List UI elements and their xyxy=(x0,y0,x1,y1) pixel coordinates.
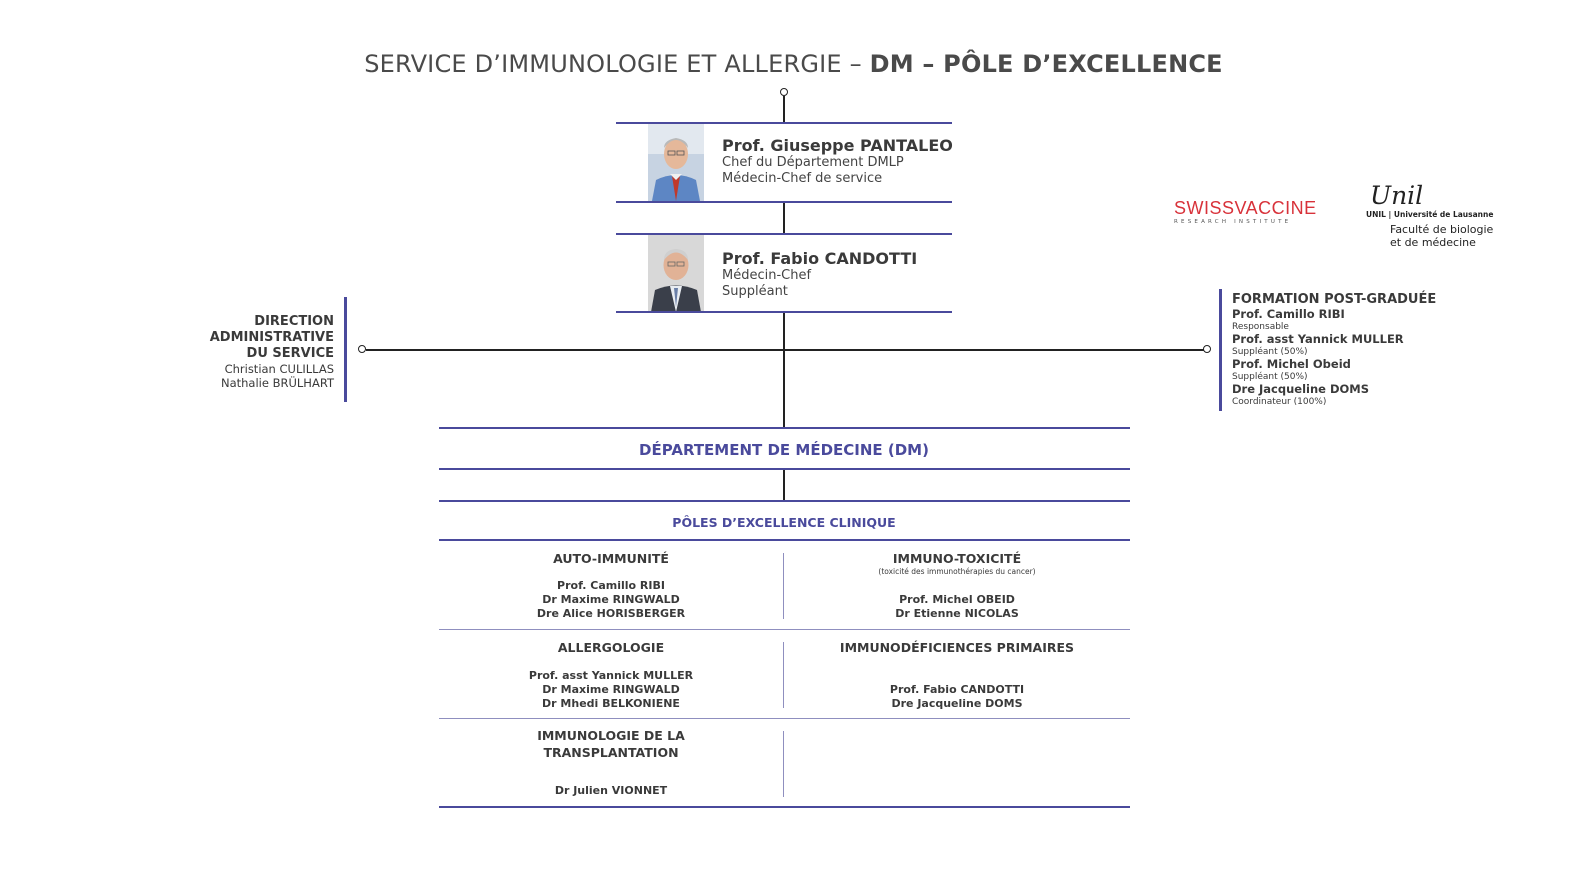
pole-title: IMMUNO-TOXICITÉ xyxy=(892,551,1022,566)
row1-bottom-border xyxy=(439,629,1130,630)
direction-title-2: ADMINISTRATIVE xyxy=(209,330,334,345)
deputy-role-1: Médecin-Chef xyxy=(722,268,812,283)
pole-title: ALLERGOLOGIE xyxy=(557,640,665,655)
deputy-name: Prof. Fabio CANDOTTI xyxy=(722,249,918,268)
formation-accent-bar xyxy=(1219,289,1222,411)
formation-title: FORMATION POST-GRADUÉE xyxy=(1232,292,1437,307)
department-top-border xyxy=(439,427,1130,429)
pole-immuno-toxicite xyxy=(785,550,1129,621)
page-title xyxy=(0,50,1587,78)
title-part-bold: DM – PÔLE D’EXCELLENCE xyxy=(869,50,1223,78)
row1-separator xyxy=(783,553,784,619)
pole-member: Dr Maxime RINGWALD xyxy=(542,683,680,696)
swissvaccine-logo xyxy=(1174,198,1324,226)
main-trunk-line xyxy=(783,313,785,428)
pole-member: Dr Julien VIONNET xyxy=(554,784,668,797)
table-bottom-border xyxy=(439,806,1130,808)
pole-transplantation xyxy=(439,727,783,798)
formation-member-role: Suppléant (50%) xyxy=(1232,372,1308,382)
department-title: DÉPARTEMENT DE MÉDECINE (DM) xyxy=(639,441,929,459)
formation-member-name: Dre Jacqueline DOMS xyxy=(1232,382,1370,396)
pole-member: Prof. Camillo RIBI xyxy=(557,579,665,592)
head-role-2: Médecin-Chef de service xyxy=(722,171,883,186)
pole-allergologie xyxy=(439,639,783,711)
right-branch-node xyxy=(1203,345,1211,353)
direction-block xyxy=(180,314,334,390)
unil-faculty-line-1: Faculté de biologie xyxy=(1390,223,1494,236)
deputy-portrait-icon xyxy=(648,235,704,312)
row3-separator xyxy=(783,731,784,797)
deputy-info xyxy=(722,249,917,300)
direction-accent-bar xyxy=(344,297,347,402)
formation-member-name: Prof. Camillo RIBI xyxy=(1232,307,1345,321)
swissvaccine-subtitle: RESEARCH INSTITUTE xyxy=(1174,219,1292,225)
formation-member-name: Prof. Michel Obeid xyxy=(1232,357,1351,371)
top-connector-node xyxy=(780,88,788,96)
side-branch-line xyxy=(366,349,1204,351)
head-info xyxy=(722,136,953,187)
pole-member: Prof. Michel OBEID xyxy=(899,593,1015,606)
pole-member: Prof. asst Yannick MULLER xyxy=(528,669,694,682)
formation-member-role: Suppléant (50%) xyxy=(1232,347,1308,357)
pole-title-line-1: IMMUNOLOGIE DE LA xyxy=(537,728,685,743)
head-photo xyxy=(648,124,704,201)
poles-title: PÔLES D’EXCELLENCE CLINIQUE xyxy=(672,515,896,530)
direction-title-1: DIRECTION xyxy=(254,314,334,329)
formation-member-name: Prof. asst Yannick MULLER xyxy=(1232,332,1404,346)
unil-name-line: UNIL | Université de Lausanne xyxy=(1366,210,1494,219)
pole-immunodeficiences xyxy=(785,639,1129,711)
head-deputy-connector xyxy=(783,203,785,234)
pole-subtitle: (toxicité des immunothérapies du cancer) xyxy=(878,567,1036,576)
pole-member: Prof. Fabio CANDOTTI xyxy=(889,683,1025,696)
poles-bottom-border xyxy=(439,539,1130,541)
head-name: Prof. Giuseppe PANTALEO xyxy=(722,136,953,155)
pole-member: Dr Etienne NICOLAS xyxy=(895,607,1019,620)
direction-person-1: Christian CULILLAS xyxy=(224,362,334,376)
pole-title: IMMUNODÉFICIENCES PRIMAIRES xyxy=(839,640,1075,655)
pole-member: Dr Maxime RINGWALD xyxy=(542,593,680,606)
row2-separator xyxy=(783,642,784,708)
pole-title: AUTO-IMMUNITÉ xyxy=(553,551,669,566)
swissvaccine-wordmark: SWISSVACCINE xyxy=(1174,198,1317,218)
poles-top-border xyxy=(439,500,1130,502)
formation-member-role: Coordinateur (100%) xyxy=(1232,397,1327,407)
unil-logo xyxy=(1366,182,1496,249)
department-poles-connector xyxy=(783,470,785,501)
pole-member: Dre Jacqueline DOMS xyxy=(891,697,1023,710)
head-role-1: Chef du Département DMLP xyxy=(722,155,904,170)
unil-faculty-line-2: et de médecine xyxy=(1390,236,1476,249)
pole-auto-immunite xyxy=(439,550,783,621)
head-portrait-icon xyxy=(648,124,704,201)
deputy-photo xyxy=(648,235,704,312)
unil-script-mark: Unil xyxy=(1370,181,1424,210)
row2-bottom-border xyxy=(439,718,1130,719)
left-branch-node xyxy=(358,345,366,353)
pole-member: Dre Alice HORISBERGER xyxy=(536,607,686,620)
formation-member-role: Responsable xyxy=(1232,322,1289,332)
pole-member: Dr Mhedi BELKONIENE xyxy=(542,697,680,710)
title-part-regular: SERVICE D’IMMUNOLOGIE ET ALLERGIE – xyxy=(364,50,870,78)
pole-title-line-2: TRANSPLANTATION xyxy=(543,745,679,760)
direction-title-3: DU SERVICE xyxy=(246,346,334,361)
top-connector-line xyxy=(783,96,785,123)
direction-person-2: Nathalie BRÜLHART xyxy=(220,376,334,390)
formation-block xyxy=(1232,292,1472,408)
deputy-role-2: Suppléant xyxy=(722,284,788,299)
